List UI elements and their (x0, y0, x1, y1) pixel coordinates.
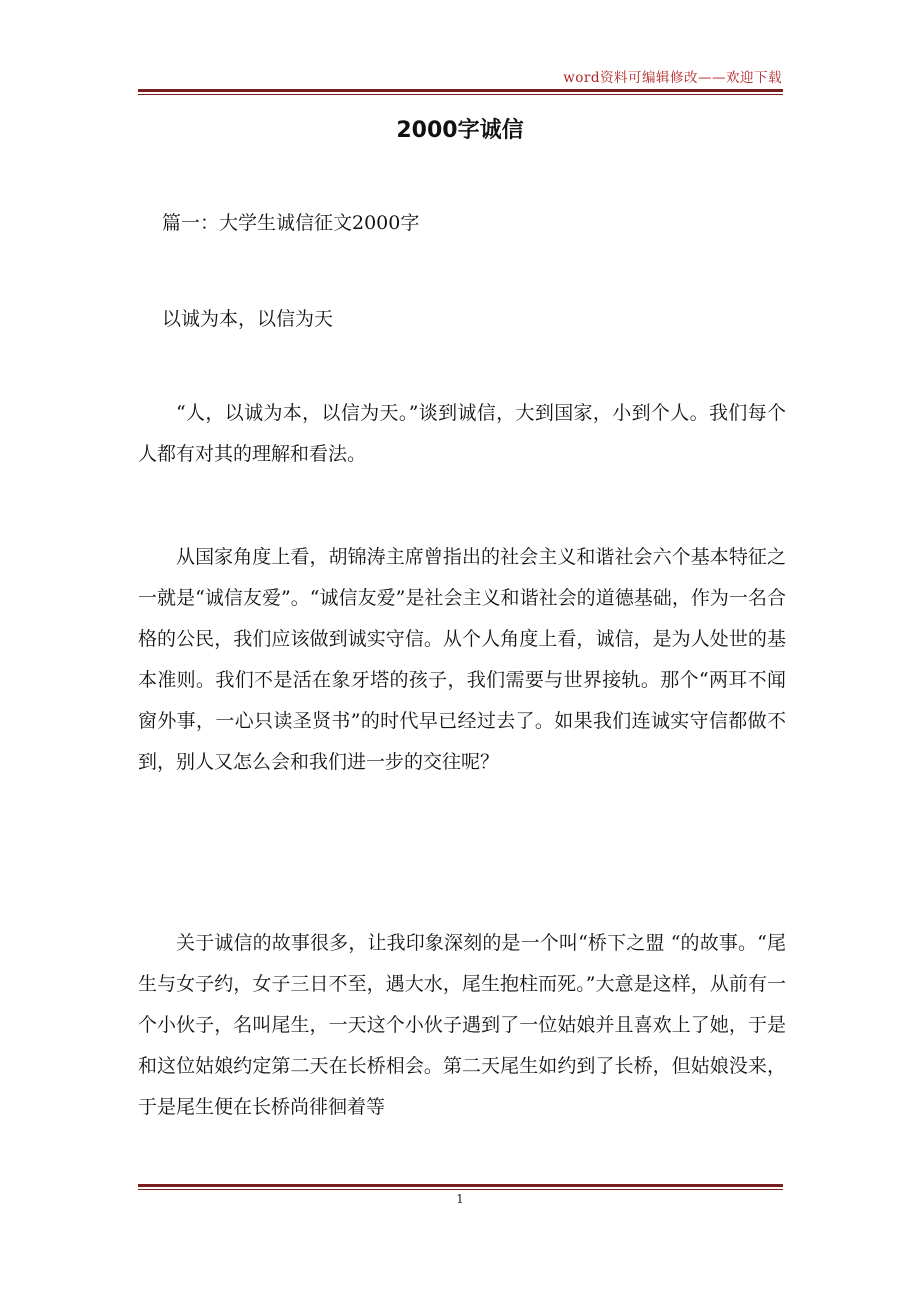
header-rule (138, 89, 783, 95)
document-title: 2000字诚信 (396, 118, 524, 143)
paragraph-body: 关于诚信的故事很多，让我印象深刻的是一个叫“桥下之盟 “的故事。“尾生与女子约，女子三日不至，遇大水，尾生抱柱而死。”大意是这样，从前有一个小伙子，名叫尾生，一天这个小伙子遇到了一位姑娘并且喜欢上了她，于是和这位姑娘约定第二天在长桥相会。第二天尾生如约到了长桥，但姑娘没来，于是尾生便在长桥尚徘徊着等 (138, 932, 786, 1118)
header-note: word资料可编辑修改——欢迎下载 (563, 70, 782, 86)
page-number: 1 (456, 1192, 464, 1206)
paragraph-body: 从国家角度上看，胡锦涛主席曾指出的社会主义和谐社会六个基本特征之一就是“诚信友爱”。“诚信友爱”是社会主义和谐社会的道德基础，作为一名合格的公民，我们应该做到诚实守信。从个人角度上看，诚信，是为人处世的基本准则。我们不是活在象牙塔的孩子，我们需要与世界接轨。那个“两耳不闻窗外事，一心只读圣贤书”的时代早已经过去了。如果我们连诚实守信都做不到，别人又怎么会和我们进一步的交往呢？ (138, 546, 786, 773)
paragraph-subtitle: 以诚为本，以信为天 (162, 308, 334, 330)
footer-rule (138, 1184, 783, 1190)
paragraph-section-heading: 篇一：大学生诚信征文2000字 (162, 212, 420, 234)
paragraph-body: “人，以诚为本，以信为天。”谈到诚信，大到国家，小到个人。我们每个人都有对其的理解和看法。 (138, 402, 786, 465)
